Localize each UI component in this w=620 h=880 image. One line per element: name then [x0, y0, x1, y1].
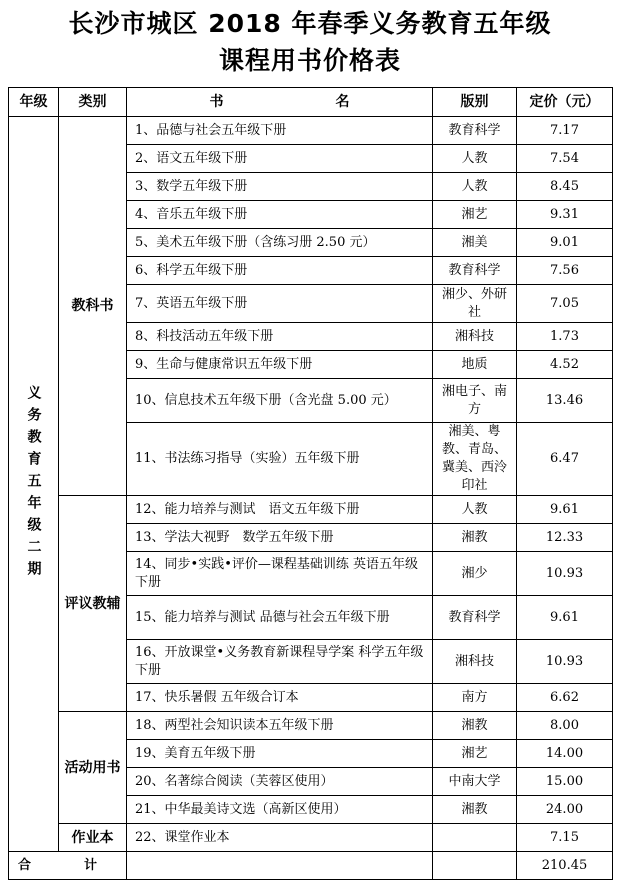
- price: 10.93: [517, 640, 613, 684]
- publisher: 中南大学: [433, 768, 517, 796]
- price: 15.00: [517, 768, 613, 796]
- publisher: 湘艺: [433, 740, 517, 768]
- header-category: 类别: [59, 88, 127, 117]
- price: 10.93: [517, 552, 613, 596]
- publisher: 教育科学: [433, 596, 517, 640]
- book-name: 10、信息技术五年级下册（含光盘 5.00 元）: [127, 379, 433, 423]
- price: 24.00: [517, 796, 613, 824]
- book-name: 12、能力培养与测试 语文五年级下册: [127, 496, 433, 524]
- book-name: 14、同步•实践•评价—课程基础训练 英语五年级下册: [127, 552, 433, 596]
- total-value: 210.45: [517, 852, 613, 880]
- book-name: 7、英语五年级下册: [127, 285, 433, 323]
- book-name: 20、名著综合阅读（芙蓉区使用）: [127, 768, 433, 796]
- book-name: 2、语文五年级下册: [127, 145, 433, 173]
- book-name: 3、数学五年级下册: [127, 173, 433, 201]
- publisher: 湘教: [433, 712, 517, 740]
- publisher: 湘教: [433, 796, 517, 824]
- total-row: [9, 852, 613, 880]
- price: 7.56: [517, 257, 613, 285]
- publisher: 湘少: [433, 552, 517, 596]
- publisher: 教育科学: [433, 117, 517, 145]
- price-table: [8, 87, 613, 880]
- book-name: 4、音乐五年级下册: [127, 201, 433, 229]
- publisher: 人教: [433, 173, 517, 201]
- table-header-row: [9, 88, 613, 117]
- header-book-name: 书 名: [127, 88, 433, 117]
- table-row: [9, 117, 613, 145]
- book-name: 13、学法大视野 数学五年级下册: [127, 524, 433, 552]
- book-name: 6、科学五年级下册: [127, 257, 433, 285]
- book-name: 15、能力培养与测试 品德与社会五年级下册: [127, 596, 433, 640]
- table-row: [9, 824, 613, 852]
- price: 9.61: [517, 596, 613, 640]
- category-homework: 作业本: [59, 824, 127, 852]
- publisher: 湘美: [433, 229, 517, 257]
- category-review: 评议教辅: [59, 496, 127, 712]
- publisher: 地质: [433, 351, 517, 379]
- category-activity: 活动用书: [59, 712, 127, 824]
- price: 7.17: [517, 117, 613, 145]
- total-label: 合 计: [9, 852, 127, 880]
- book-name: 21、中华最美诗文选（高新区使用）: [127, 796, 433, 824]
- publisher: 湘美、粤教、青岛、冀美、西泠印社: [433, 423, 517, 496]
- price: 14.00: [517, 740, 613, 768]
- page-title: 长沙市城区 2018 年春季义务教育五年级: [68, 9, 552, 38]
- price: 9.61: [517, 496, 613, 524]
- price: 7.54: [517, 145, 613, 173]
- publisher: 教育科学: [433, 257, 517, 285]
- header-publisher: 版别: [433, 88, 517, 117]
- table-row: [9, 712, 613, 740]
- publisher: [433, 824, 517, 852]
- price: 7.15: [517, 824, 613, 852]
- book-name: 5、美术五年级下册（含练习册 2.50 元）: [127, 229, 433, 257]
- grade-cell: 义务教育五年级二期: [9, 117, 59, 852]
- book-name: 18、两型社会知识读本五年级下册: [127, 712, 433, 740]
- book-name: 9、生命与健康常识五年级下册: [127, 351, 433, 379]
- price: 8.45: [517, 173, 613, 201]
- price: 1.73: [517, 323, 613, 351]
- price: 9.31: [517, 201, 613, 229]
- publisher: 湘艺: [433, 201, 517, 229]
- publisher: 湘电子、南方: [433, 379, 517, 423]
- book-name: 1、品德与社会五年级下册: [127, 117, 433, 145]
- publisher: 湘科技: [433, 640, 517, 684]
- price: 8.00: [517, 712, 613, 740]
- book-name: 16、开放课堂•义务教育新课程导学案 科学五年级下册: [127, 640, 433, 684]
- price: 12.33: [517, 524, 613, 552]
- price: 9.01: [517, 229, 613, 257]
- page-subtitle: 课程用书价格表: [218, 46, 401, 75]
- publisher: 人教: [433, 496, 517, 524]
- table-row: [9, 496, 613, 524]
- publisher: 湘少、外研社: [433, 285, 517, 323]
- book-name: 8、科技活动五年级下册: [127, 323, 433, 351]
- publisher: 湘教: [433, 524, 517, 552]
- price: 6.47: [517, 423, 613, 496]
- total-empty-name: [127, 852, 433, 880]
- price: 6.62: [517, 684, 613, 712]
- publisher: 人教: [433, 145, 517, 173]
- publisher: 南方: [433, 684, 517, 712]
- book-name: 22、课堂作业本: [127, 824, 433, 852]
- book-name: 17、快乐暑假 五年级合订本: [127, 684, 433, 712]
- total-empty-publisher: [433, 852, 517, 880]
- category-textbook: 教科书: [59, 117, 127, 496]
- book-name: 19、美育五年级下册: [127, 740, 433, 768]
- publisher: 湘科技: [433, 323, 517, 351]
- price: 13.46: [517, 379, 613, 423]
- header-price: 定价（元）: [517, 88, 613, 117]
- price: 7.05: [517, 285, 613, 323]
- price: 4.52: [517, 351, 613, 379]
- header-grade: 年级: [9, 88, 59, 117]
- book-name: 11、书法练习指导（实验）五年级下册: [127, 423, 433, 496]
